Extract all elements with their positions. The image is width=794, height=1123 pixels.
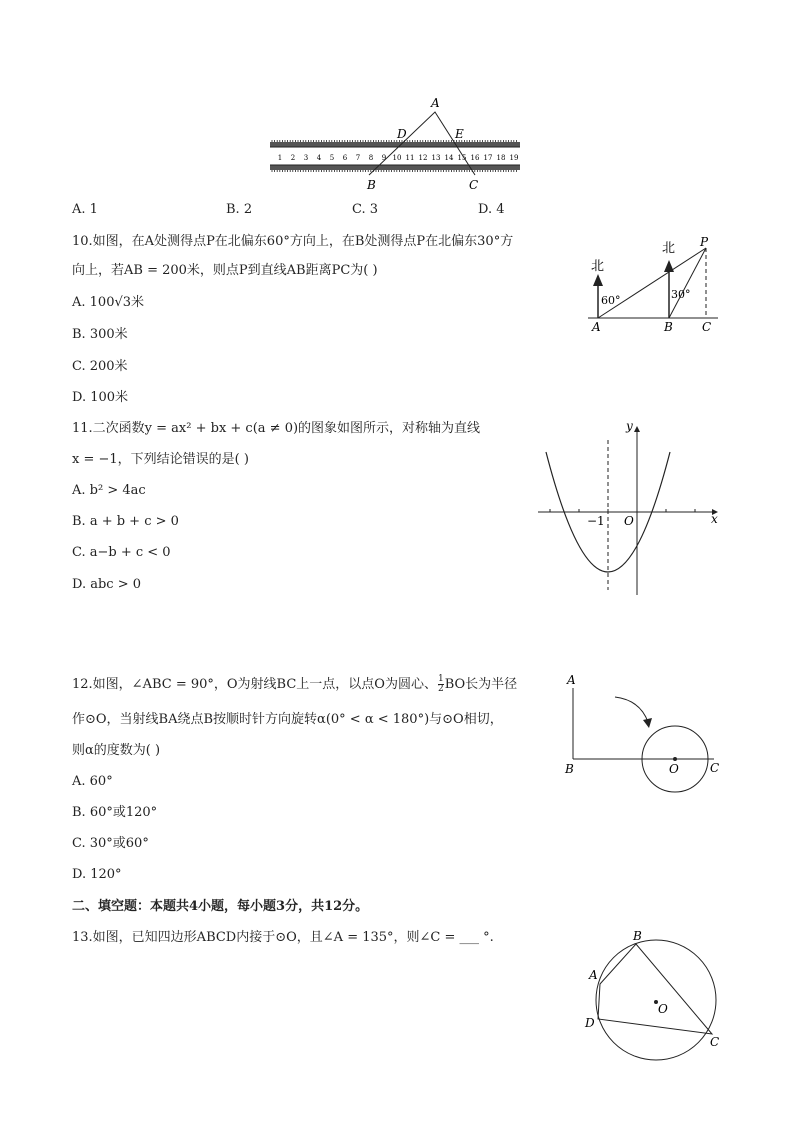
ruler-number: 1 xyxy=(277,154,283,162)
label-B: B xyxy=(565,762,574,776)
q12-stem-line3: 则α的度数为( ) xyxy=(72,743,161,758)
label-B: B xyxy=(664,320,673,334)
angle-60: 60° xyxy=(601,294,621,307)
label-E: E xyxy=(455,127,464,141)
ruler-number: 14 xyxy=(444,154,454,162)
label-C: C xyxy=(469,178,479,192)
ruler-number: 9 xyxy=(381,154,387,162)
ruler-number: 12 xyxy=(418,154,428,162)
q10-option-d: D. 100米 xyxy=(72,390,129,405)
q9-option-d: D. 4 xyxy=(478,202,505,217)
q10-option-c: C. 200米 xyxy=(72,359,128,374)
fraction-numerator: 1 xyxy=(437,674,444,684)
origin-label: O xyxy=(624,514,634,528)
ruler-number: 18 xyxy=(496,154,506,162)
q11-option-c: C. a−b + c < 0 xyxy=(72,545,171,560)
label-C: C xyxy=(702,320,712,334)
label-O: O xyxy=(658,1002,668,1016)
ruler-number: 4 xyxy=(316,154,322,162)
q11-option-a: A. b² > 4ac xyxy=(72,483,146,498)
q12-option-d: D. 120° xyxy=(72,867,122,882)
label-D: D xyxy=(397,127,407,141)
label-A: A xyxy=(589,968,598,982)
axis-y-label: y xyxy=(626,419,633,433)
label-A: A xyxy=(592,320,601,334)
ruler-number: 3 xyxy=(303,154,309,162)
label-C: C xyxy=(710,1035,720,1049)
label-B: B xyxy=(633,929,642,943)
ruler-number: 17 xyxy=(483,154,493,162)
q11-option-d: D. abc > 0 xyxy=(72,577,142,592)
q9-option-a: A. 1 xyxy=(72,202,98,217)
ruler-number: 13 xyxy=(431,154,441,162)
label-D: D xyxy=(585,1016,595,1030)
north-label-2: 北 xyxy=(662,241,676,256)
q10-stem-line2: 向上，若AB = 200米，则点P到直线AB距离PC为( ) xyxy=(72,263,378,278)
quadrilateral-abcd xyxy=(598,944,712,1034)
q11-option-b: B. a + b + c > 0 xyxy=(72,514,179,529)
ruler-number: 8 xyxy=(368,154,374,162)
q12-option-a: A. 60° xyxy=(72,774,113,789)
label-C: C xyxy=(710,761,720,775)
q9-option-b: B. 2 xyxy=(226,202,253,217)
label-P: P xyxy=(700,235,709,249)
ruler-number: 10 xyxy=(392,154,402,162)
axis-x-label: x xyxy=(711,512,718,526)
ruler-number: 7 xyxy=(355,154,361,162)
label-A: A xyxy=(567,673,576,687)
section-heading: 二、填空题：本题共4小题，每小题3分，共12分。 xyxy=(72,899,369,914)
q13-stem: 13.如图，已知四边形ABCD内接于⊙O，且∠A = 135°，则∠C = ___ °. xyxy=(72,930,494,945)
fraction-denominator: 2 xyxy=(437,684,444,694)
north-label-1: 北 xyxy=(591,259,605,274)
ruler-number: 19 xyxy=(509,154,519,162)
ruler-number: 5 xyxy=(329,154,335,162)
ruler-number: 16 xyxy=(470,154,480,162)
tick-minus-1: −1 xyxy=(587,514,605,528)
q12-stem-part1: 12.如图，∠ABC = 90°，O为射线BC上一点，以点O为圆心、 xyxy=(72,677,437,692)
q10-option-a: A. 100√3米 xyxy=(72,295,145,310)
label-O: O xyxy=(669,762,679,776)
q10-option-b: B. 300米 xyxy=(72,327,128,342)
q11-stem-line1: 11.二次函数y = ax² + bx + c(a ≠ 0)的图象如图所示，对称轴为直线 xyxy=(72,421,481,436)
ruler-number: 15 xyxy=(457,154,467,162)
angle-30: 30° xyxy=(671,288,691,301)
q9-option-c: C. 3 xyxy=(352,202,379,217)
ruler-number: 2 xyxy=(290,154,296,162)
q11-stem-line2: x = −1，下列结论错误的是( ) xyxy=(72,452,249,467)
q12-option-b: B. 60°或120° xyxy=(72,805,158,820)
q12-stem-line2: 作⊙O，当射线BA绕点B按顺时针方向旋转α(0° < α < 180°)与⊙O相切， xyxy=(72,712,503,727)
label-A: A xyxy=(431,96,440,110)
q12-option-c: C. 30°或60° xyxy=(72,836,149,851)
ruler-number: 6 xyxy=(342,154,348,162)
q10-stem-line1: 10.如图，在A处测得点P在北偏东60°方向上，在B处测得点P在北偏东30°方 xyxy=(72,234,514,249)
q12-stem-part2: BO长为半径 xyxy=(444,677,518,692)
ruler-number: 11 xyxy=(405,154,415,162)
label-B: B xyxy=(367,178,376,192)
